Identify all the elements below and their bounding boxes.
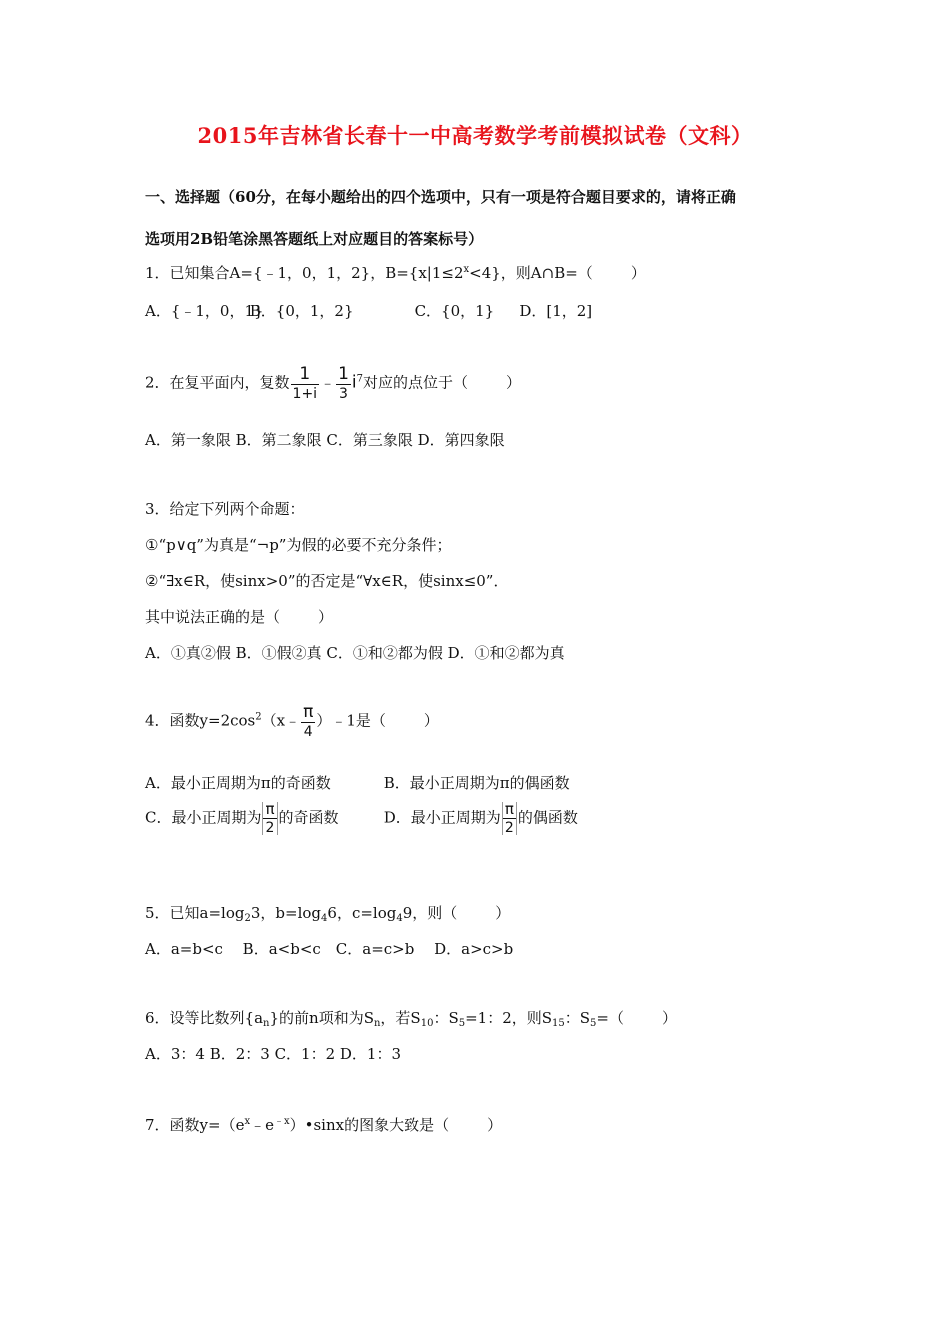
q1-option-d: D．[1，2] [519, 302, 593, 320]
question-3-ask: 其中说法正确的是（ ） [145, 608, 334, 626]
question-4-options-ab [145, 772, 835, 793]
q4-option-c: C．最小正周期为 $\frac{\pi}{2}$ 的奇函数 [145, 800, 339, 836]
question-1-options [145, 300, 835, 321]
question-3-proposition-1: ①“p∨q”为真是“¬p”为假的必要不充分条件； [145, 536, 452, 554]
question-3-stem: 3．给定下列两个命题： [145, 500, 305, 518]
question-2-options: A．第一象限 B．第二象限 C．第三象限 D．第四象限 [145, 431, 505, 449]
q1-option-a: A．{﹣1，0，1} [145, 302, 264, 320]
q4-option-a: A．最小正周期为π的奇函数 [145, 774, 331, 792]
section-instructions-line2: 选项用2B铅笔涂黑答题纸上对应题目的答案标号） [145, 230, 484, 248]
q4-option-d-fraction: $\frac{\pi}{2}$ [502, 802, 517, 835]
question-6-stem: 6．设等比数列$\{a_n\}$的前n项和为$S_n$，若$S_{10}$：$S_5=1$：2，则$S_{15}$：$S_5=$（ ） [145, 1009, 678, 1029]
q4-option-b: B．最小正周期为π的偶函数 [383, 774, 570, 792]
exam-title: 2015年吉林省长春十一中高考数学考前模拟试卷（文科） [197, 123, 753, 148]
question-3-options: A．①真②假 B．①假②真 C．①和②都为假 D．①和②都为真 [145, 644, 565, 662]
q1-option-b: B．{0，1，2} [249, 302, 354, 320]
question-5-options: A．a=b<c B．a<b<c C．a=c>b D．a>c>b [145, 940, 514, 958]
question-4-options-cd [145, 802, 835, 835]
question-6-options: A．3：4 B．2：3 C．1：2 D．1：3 [145, 1045, 402, 1063]
question-4-stem: 4．函数$y=2\cos^2(x﹣$ $\frac{\pi}{4}$ ）﹣1是（ ） [145, 702, 439, 740]
q4-fraction: $\frac{\pi}{4}$ [303, 702, 314, 740]
question-7-stem: 7．函数$y=(e^x﹣e^{﹣x})•\sin x$的图象大致是（ ） [145, 1116, 503, 1134]
question-3-proposition-2: ②“∃x∈R，使sinx>0”的否定是“∀x∈R，使sinx≤0”． [145, 572, 509, 590]
q1-option-c: C．{0，1} [414, 302, 495, 320]
question-1-stem: 1．已知集合A={﹣1，0，1，2}，$B=\{x|1\le 2^x<4\}$，则A∩B=（ ） [145, 264, 646, 282]
q2-fraction-1: $\frac{1}{1+i}$ [292, 364, 318, 402]
q4-option-d: D．最小正周期为 $\frac{\pi}{2}$ 的偶函数 [383, 800, 578, 836]
q2-fraction-2: $\frac{1}{3}$ [338, 364, 349, 402]
question-2-stem: 2．在复平面内，复数 $\frac{1}{1+i}$ ﹣ $\frac{1}{3}$ $i^7$对应的点位于（ ） [145, 364, 522, 402]
q4-option-c-fraction: $\frac{\pi}{2}$ [262, 802, 277, 835]
section-instructions-line1: 一、选择题（60分，在每小题给出的四个选项中，只有一项是符合题目要求的，请将正确 [145, 188, 736, 206]
question-5-stem: 5．已知$a=\log_23$，$b=\log_46$，$c=\log_49$，则（ ） [145, 904, 511, 924]
